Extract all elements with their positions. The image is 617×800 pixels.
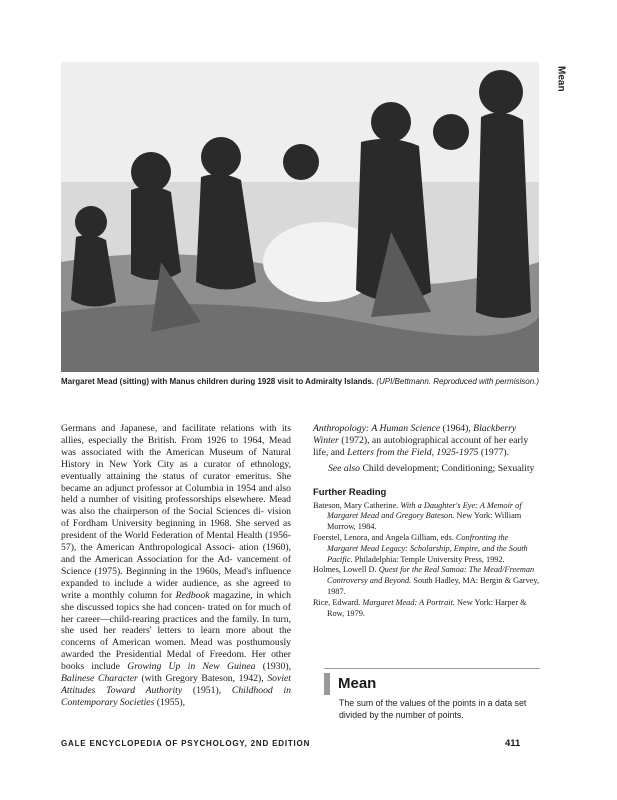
book-title: Childhood in Contemporary Societies <box>61 684 292 708</box>
reference-item <box>313 501 541 533</box>
text-line: vision of Fordham University beginning in 1968. She <box>61 506 292 530</box>
book-title: New Guinea <box>202 661 256 673</box>
body-text <box>61 423 291 709</box>
ref-author: Holmes, Lowell D. <box>313 565 377 575</box>
ref-author: Foerstel, Lenora, and Angela Gilliam, eds. <box>313 532 454 542</box>
ref-title: With a Daughter's Eye: A Memoir of Margaret Mead and Gregory Bateson. <box>327 500 522 521</box>
further-reading-heading: Further Reading <box>313 486 387 498</box>
text-line: served as president of the World Federation of Mental <box>61 518 292 542</box>
photograph-icon <box>61 62 539 372</box>
text-line: (1972), an autobiographical account of her early <box>341 434 529 446</box>
running-footer-title: GALE ENCYCLOPEDIA OF PSYCHOLOGY, 2ND EDITION <box>61 739 311 748</box>
text-line: also held a number of visiting professorships elsewhere. <box>61 482 291 506</box>
ref-title: Quest for the Real Samoa: The Mead/Freeman Controversy and Beyond. <box>327 565 535 586</box>
book-title: Soviet Attitudes Toward Authority <box>61 673 291 696</box>
text-line: magazine, in which she discussed topics she had concen- <box>61 589 291 613</box>
text-line: Bateson, 1942), <box>201 673 264 685</box>
ref-publisher: New York: William Morrow, 1984. <box>327 511 522 532</box>
book-title: Anthropology: A Human Science <box>313 423 441 434</box>
book-title: Letters from the Field, 1925-1975 <box>347 446 479 458</box>
caption-credit: (UPI/Bettmann. Reproduced with permisison.) <box>376 377 540 386</box>
right-column <box>313 423 541 619</box>
see-also <box>313 463 541 475</box>
ref-title: Margaret Mead: A Portrait. <box>362 597 455 607</box>
text-line: Germans and Japanese, and facilitate relations with its <box>61 423 291 434</box>
text-line: (1955), <box>156 696 186 708</box>
body-text <box>313 423 541 459</box>
ref-publisher: New York: Harper & Row, 1979. <box>327 597 527 618</box>
book-title: Balinese Character <box>61 673 138 685</box>
text-line: (1930), <box>262 661 291 673</box>
text-line: ation (1960), and the American Association for the Ad- <box>61 542 291 565</box>
book-title: Blackberry <box>473 423 517 434</box>
reference-item <box>313 533 541 565</box>
entry-marker-bar <box>324 673 330 695</box>
text-line: vancement of Science (1975). Beginning in the 1960s, <box>61 553 291 577</box>
reference-item <box>313 565 541 597</box>
ref-publisher: South Hadley, MA: Bergin & Garvey, 1987. <box>327 576 540 596</box>
ref-author: Bateson, Mary Catherine. <box>313 500 399 510</box>
ref-publisher: Philadelphia: Temple University Press, 1992. <box>354 554 505 564</box>
page-number: 411 <box>505 738 521 749</box>
photo-caption <box>61 377 561 387</box>
text-line: Mead was posthumously awarded the Presidential Medal <box>61 637 291 661</box>
side-tab-mean: Mean <box>555 66 567 92</box>
left-column <box>61 423 291 709</box>
see-also-links: Child development; Conditioning; Sexuality <box>362 462 535 474</box>
see-also-label: See also <box>328 462 361 474</box>
text-line: life, and <box>313 446 345 458</box>
reference-item <box>313 598 541 620</box>
caption-text: Margaret Mead (sitting) with Manus children during 1928 visit to Admiralty Islands. <box>61 377 375 386</box>
entry-title: Mean <box>338 675 377 692</box>
text-line: as she agreed to write a monthly column for <box>61 577 292 601</box>
text-line: (1977). <box>480 446 510 458</box>
book-title-redbook: Redbook <box>175 589 210 601</box>
text-line: Mead's influence expanded to include a wider audience, <box>61 565 291 589</box>
book-title: Winter <box>313 434 339 446</box>
photograph <box>61 62 539 372</box>
text-line: learn more about the concerns of American women. <box>61 625 292 649</box>
ref-author: Rice, Edward. <box>313 597 361 607</box>
book-title: Growing Up in <box>127 661 196 673</box>
ref-title: Confronting the Margaret Mead Legacy: Scholarship, Empire, and the South Pacific. <box>327 532 528 564</box>
entry-definition: The sum of the values of the points in a data set divided by the number of points. <box>339 698 527 720</box>
text-line: of Freedom. Her other books include <box>61 649 291 673</box>
text-line: History in New York City as a curator of ethnology, <box>61 458 291 470</box>
text-line: eventually attaining the status of curator emeritus. She <box>61 470 291 482</box>
text-line: Health (1956-57), the American Anthropological Associ- <box>61 530 292 554</box>
mean-entry-header <box>324 673 540 695</box>
text-line: and the family. In turn, she used her readers' letters to <box>61 613 291 637</box>
text-line: trated on for much of her career—child-rearing practices <box>61 601 292 625</box>
text-line: was associated with the American Museum of Natural <box>61 446 291 458</box>
mean-entry <box>324 668 540 721</box>
text-line: allies, especially the British. From 1926 to 1964, Mead <box>61 434 291 446</box>
text-line: (1951), <box>192 684 222 696</box>
text-line: (with Gregory <box>141 673 198 685</box>
text-line: Mead was also the chairperson of the Social Sciences di- <box>61 494 292 518</box>
text-line: (1964), <box>442 423 471 434</box>
text-line: became an adjunct professor at Columbia in 1954 and <box>61 482 273 494</box>
